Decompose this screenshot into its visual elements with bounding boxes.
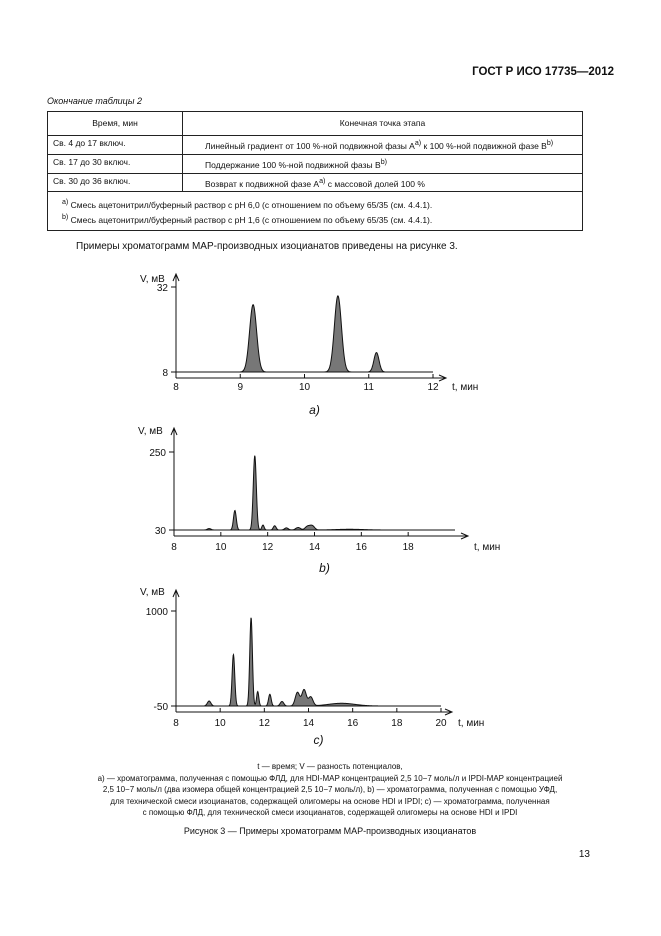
signal-line	[174, 456, 455, 530]
table-row	[48, 154, 583, 173]
y-tick-label: 32	[156, 283, 168, 294]
figure-caption: Рисунок 3 — Примеры хроматограмм MAP-производных изоцианатов	[183, 826, 477, 836]
peak-area	[176, 296, 433, 372]
footnote-mark: b)	[62, 213, 69, 222]
desc-text: Возврат к подвижной фазе A	[205, 178, 320, 189]
legend-line: с помощью ФЛД, для технической смеси изоцианатов, содержащей олигомеры на основе HDI и IPDI	[142, 808, 518, 817]
footnote-mark: b)	[546, 139, 554, 147]
y-tick-label: 250	[149, 448, 166, 459]
x-tick-label: 16	[355, 542, 367, 553]
footnote-a	[62, 196, 576, 211]
panel-label: a)	[309, 403, 320, 417]
x-tick-label: 10	[215, 542, 227, 553]
legend-line: a) — хроматограмма, полученная с помощью ФЛД, для HDI-MAP концентрацией 2,5 10−7 моль/л и IPDI-MAP концентрацией	[97, 773, 563, 783]
footnote-mark: b)	[380, 157, 387, 166]
footnote-mark: a)	[319, 176, 326, 185]
row-desc	[183, 173, 583, 192]
table-row	[48, 173, 583, 192]
x-tick-label: 16	[347, 718, 359, 729]
x-tick-label: 20	[435, 718, 447, 729]
x-axis-label: t, мин	[474, 542, 501, 553]
x-tick-label: 14	[308, 542, 321, 553]
row-time: Св. 30 до 36 включ.	[48, 173, 183, 192]
legend-line: для технической смеси изоцианатов, содержащей олигомеры на основе HDI и IPDI; c) — хроматограмма, полученная	[110, 796, 550, 806]
table-caption: Окончание таблицы 2	[47, 96, 142, 106]
desc-text: Поддержание 100 %-ной подвижной фазы B	[205, 159, 381, 170]
footnotes-row	[48, 192, 583, 231]
x-axis-label: t, мин	[458, 718, 485, 729]
y-axis-label: V, мВ	[138, 426, 163, 437]
peak-area	[174, 456, 455, 530]
legend-line: t — время; V — разность потенциалов,	[257, 762, 403, 771]
signal-line	[176, 296, 433, 372]
peak-area	[176, 618, 441, 706]
chromatogram-c	[0, 580, 661, 755]
panel-label: c)	[313, 733, 324, 747]
desc-text: с массовой долей 100 %	[325, 178, 425, 189]
x-tick-label: 18	[402, 542, 414, 553]
desc-text: к 100 %-ной подвижной фазе B	[421, 140, 547, 151]
x-tick-label: 10	[214, 718, 226, 729]
standard-header: ГОСТ Р ИСО 17735—2012	[472, 66, 614, 78]
chromatogram-b	[0, 422, 661, 587]
x-tick-label: 8	[173, 382, 179, 393]
footnote-text: Смесь ацетонитрил/буферный раствор с pH 1,6 (с отношением по объему 65/35 (см. 4.4.1).	[68, 215, 433, 226]
panel-label: b)	[319, 561, 330, 575]
x-tick-label: 11	[363, 382, 374, 393]
figure-legend	[40, 761, 620, 819]
signal-line	[176, 618, 441, 706]
x-axis-label: t, мин	[452, 382, 479, 393]
gradient-table	[47, 111, 583, 231]
row-time: Св. 17 до 30 включ.	[48, 154, 183, 173]
x-tick-label: 8	[173, 718, 179, 729]
y-axis-label: V, мВ	[140, 274, 165, 285]
y-tick-label: 1000	[145, 607, 168, 618]
col-header-time: Время, мин	[48, 112, 183, 136]
x-tick-label: 8	[171, 542, 177, 553]
row-desc	[183, 154, 583, 173]
x-tick-label: 12	[262, 542, 274, 553]
page-number: 13	[578, 849, 590, 860]
col-header-endpoint: Конечная точка этапа	[183, 112, 583, 136]
y-tick-label: -50	[153, 702, 168, 713]
x-tick-label: 12	[258, 718, 270, 729]
x-tick-label: 9	[237, 382, 244, 393]
y-tick-label: 30	[154, 526, 166, 537]
x-tick-label: 18	[391, 718, 403, 729]
footnote-text: Смесь ацетонитрил/буферный раствор с pH 6,0 (с отношением по объему 65/35 (см. 4.4.1).	[68, 200, 433, 211]
x-tick-label: 10	[298, 382, 311, 393]
chromatogram-a	[0, 262, 661, 427]
table-row	[48, 136, 583, 155]
x-tick-label: 14	[302, 718, 315, 729]
footnote-mark: a)	[62, 198, 69, 207]
y-axis-label: V, мВ	[140, 587, 165, 598]
row-desc	[183, 136, 583, 155]
desc-text: Линейный градиент от 100 %-ной подвижной фазы A	[205, 140, 415, 151]
legend-line: 2,5 10−7 моль/л (два изомера общей концентрацией 2,5 10−7 моль/л), b) — хроматограмма, полученная с помощью УФД,	[102, 785, 558, 794]
footnotes	[48, 192, 583, 231]
x-tick-label: 12	[427, 382, 439, 393]
y-tick-label: 8	[162, 368, 168, 379]
row-time: Св. 4 до 17 включ.	[48, 136, 183, 155]
footnote-b	[62, 211, 576, 226]
footnote-mark: a)	[414, 139, 422, 147]
intro-text: Примеры хроматограмм MAP-производных изоцианатов приведены на рисунке 3.	[76, 241, 458, 252]
